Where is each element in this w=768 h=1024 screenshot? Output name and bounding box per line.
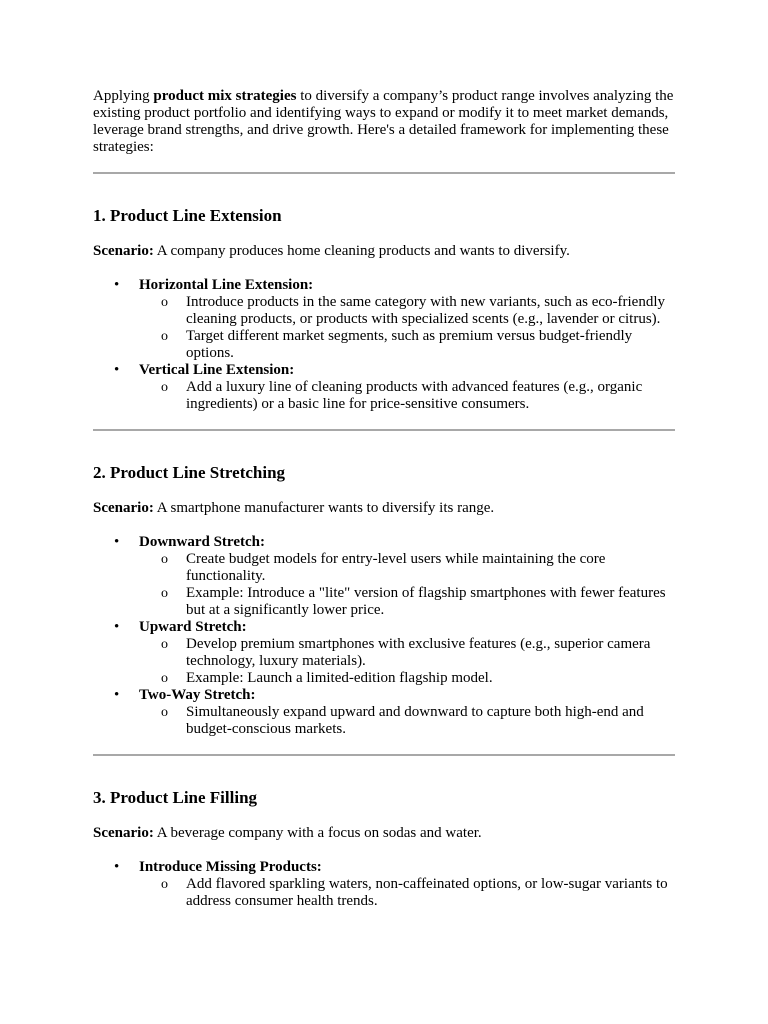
section-heading: 3. Product Line Filling bbox=[93, 788, 258, 807]
scenario-text: A company produces home cleaning products and wants to diversify. bbox=[153, 243, 570, 259]
list-item bbox=[93, 687, 676, 738]
intro-bold-term: product mix strategies bbox=[153, 88, 297, 104]
strategy-list bbox=[93, 277, 676, 413]
sub-list-item: o Example: Introduce a "lite" version of flagship smartphones with fewer features but at a significantly lower price. bbox=[139, 585, 676, 619]
list-item bbox=[93, 277, 676, 362]
intro-paragraph bbox=[93, 88, 676, 156]
intro-suffix: to diversify a company’s product range involves analyzing the existing product portfolio and identifying ways to expand or modify it to meet market demands, leverage brand strengths, and drive growth. Here's a detailed framework for implementing these strategies: bbox=[93, 88, 674, 155]
sub-list bbox=[139, 704, 676, 738]
sub-list bbox=[139, 551, 676, 619]
list-item bbox=[93, 859, 676, 910]
section-heading: 2. Product Line Stretching bbox=[93, 463, 286, 482]
sub-list bbox=[139, 876, 676, 910]
item-title: Vertical Line Extension: bbox=[139, 362, 295, 378]
scenario-label: Scenario: bbox=[93, 500, 154, 516]
sub-list-item: o Example: Launch a limited-edition flagship model. bbox=[139, 670, 676, 687]
scenario-paragraph bbox=[93, 825, 676, 842]
item-title: Introduce Missing Products: bbox=[139, 859, 322, 875]
intro-prefix: Applying bbox=[93, 88, 154, 104]
list-item bbox=[93, 619, 676, 687]
scenario-label: Scenario: bbox=[93, 825, 154, 841]
document-content bbox=[93, 88, 676, 926]
list-item bbox=[93, 362, 676, 413]
scenario-paragraph bbox=[93, 500, 676, 517]
scenario-text: A beverage company with a focus on sodas and water. bbox=[153, 825, 482, 841]
item-title: Downward Stretch: bbox=[139, 534, 265, 550]
section-heading: 1. Product Line Extension bbox=[93, 206, 282, 225]
sub-list bbox=[139, 636, 676, 687]
strategy-list bbox=[93, 534, 676, 738]
sub-list-item: o Add flavored sparkling waters, non-caffeinated options, or low-sugar variants to address consumer health trends. bbox=[139, 876, 676, 910]
scenario-paragraph bbox=[93, 243, 676, 260]
sub-list bbox=[139, 294, 676, 362]
strategy-list bbox=[93, 859, 676, 910]
sub-list bbox=[139, 379, 676, 413]
sub-list-item: o Introduce products in the same category with new variants, such as eco-friendly cleaning products, or products with specialized scents (e.g., lavender or citrus). bbox=[139, 294, 676, 328]
sub-list-item: o Develop premium smartphones with exclusive features (e.g., superior camera technology, luxury materials). bbox=[139, 636, 676, 670]
scenario-label: Scenario: bbox=[93, 243, 154, 259]
section-divider bbox=[93, 754, 675, 756]
sub-list-item: o Create budget models for entry-level users while maintaining the core functionality. bbox=[139, 551, 676, 585]
sub-list-item: o Simultaneously expand upward and downward to capture both high-end and budget-conscious markets. bbox=[139, 704, 676, 738]
item-title: Two-Way Stretch: bbox=[139, 687, 256, 703]
sub-list-item: o Add a luxury line of cleaning products with advanced features (e.g., organic ingredients) or a basic line for price-sensitive consumers. bbox=[139, 379, 676, 413]
list-item bbox=[93, 534, 676, 619]
sub-list-item: o Target different market segments, such as premium versus budget-friendly options. bbox=[139, 328, 676, 362]
section-divider bbox=[93, 429, 675, 431]
scenario-text: A smartphone manufacturer wants to diversify its range. bbox=[153, 500, 495, 516]
item-title: Upward Stretch: bbox=[139, 619, 247, 635]
item-title: Horizontal Line Extension: bbox=[139, 277, 314, 293]
section-divider bbox=[93, 172, 675, 174]
